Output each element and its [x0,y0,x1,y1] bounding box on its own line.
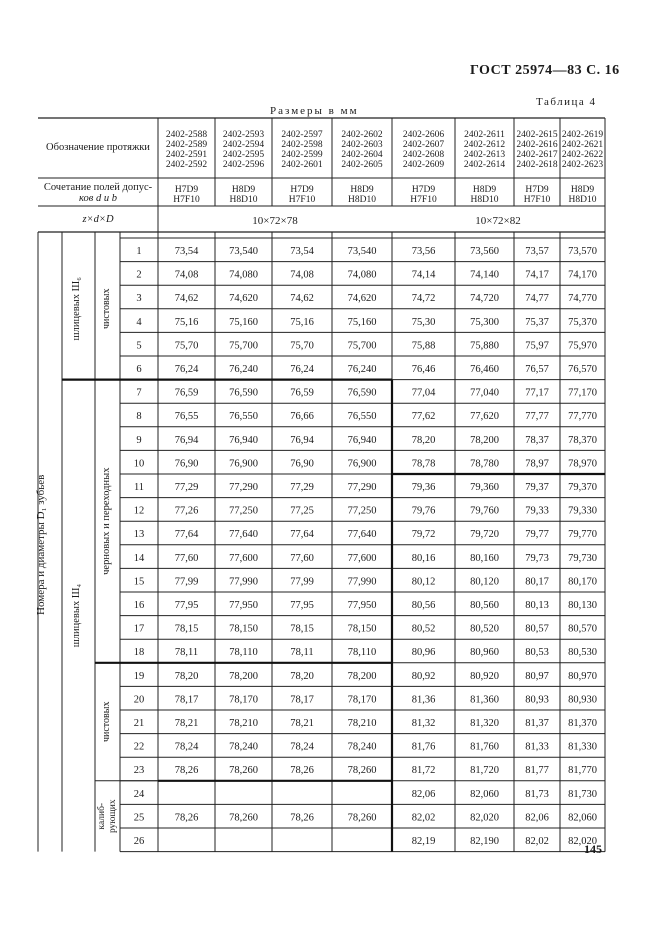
table-cell: 75,37 [525,316,549,328]
table-cell: 82,19 [411,836,436,848]
row-number: 2 [136,269,142,281]
table-cell: 76,94 [290,434,314,446]
table-cell: 77,600 [229,552,258,564]
row-number: 12 [133,505,145,517]
table-cell: 81,37 [525,718,549,730]
table-cell: 81,370 [568,718,597,730]
tool-code: 2402-2595 [222,150,265,160]
tool-code: 2402-2613 [463,150,506,160]
table-cell: 77,77 [525,411,549,423]
table-cell: 77,250 [229,505,258,517]
table-cell: 78,11 [174,647,199,659]
tolerance-value: H8D9 [472,185,497,195]
table-cell: 78,78 [411,458,436,470]
table-cell: 78,11 [290,647,314,659]
table-cell: 78,20 [411,434,436,446]
table-cell: 79,76 [411,505,436,517]
table-cell: 77,95 [290,600,314,612]
tool-code: 2402-2598 [281,140,323,150]
tool-code: 2402-2608 [402,150,445,160]
tolerance-value: H8D10 [348,195,376,205]
table-cell: 75,700 [347,340,377,352]
table-cell: 82,190 [470,836,499,848]
tolerance-value: H7D9 [290,185,314,195]
table-cell: 75,70 [290,340,314,352]
table-cell: 81,77 [525,765,549,777]
table-cell: 77,170 [568,387,597,399]
table-cell: 76,24 [290,364,314,376]
table-cell: 73,56 [411,246,436,258]
tool-code: 2402-2596 [222,160,265,170]
table-cell: 74,140 [470,269,499,281]
table-cell: 78,150 [229,623,258,635]
table-cell: 74,620 [229,293,258,305]
table-cell: 80,92 [411,670,436,682]
table-cell: 74,08 [174,269,199,281]
table-cell: 79,760 [470,505,499,517]
tool-code: 2402-2604 [341,150,383,160]
table-cell: 80,170 [568,576,597,588]
tolerance-value: H8D9 [570,185,595,195]
row-number: 16 [133,600,145,612]
table-cell: 80,12 [411,576,436,588]
numbers-label: Номера и диаметры D₁ зубьев [35,474,47,615]
table-cell: 77,250 [347,505,377,517]
table-cell: 74,08 [290,269,314,281]
table-cell: 78,200 [347,670,377,682]
table-cell: 79,730 [568,552,597,564]
table-cell: 80,960 [470,647,499,659]
table-cell: 77,990 [347,576,377,588]
tool-code: 2402-2589 [165,140,208,150]
table-cell: 81,730 [568,788,597,800]
table-cell: 75,16 [290,316,314,328]
table-cell: 76,550 [347,411,377,423]
table-cell: 82,06 [411,788,436,800]
table-cell: 81,320 [470,718,499,730]
table-cell: 79,720 [470,529,499,541]
table-cell: 74,62 [290,293,314,305]
table-cell: 80,17 [525,576,549,588]
row-number: 7 [136,387,142,399]
table-cell: 78,21 [174,718,199,730]
table-cell: 79,770 [568,529,597,541]
table-cell: 78,26 [174,812,199,824]
table-cell: 77,25 [290,505,314,517]
table-cell: 77,17 [525,387,549,399]
tool-code: 2402-2599 [281,150,323,160]
tool-code: 2402-2621 [561,140,604,150]
table-cell: 82,02 [411,812,436,824]
table-cell: 80,56 [411,600,436,612]
table-cell: 76,94 [174,434,199,446]
table-cell: 78,26 [290,812,314,824]
table-cell: 73,54 [290,246,314,258]
tolerance-value: H8D9 [350,185,374,195]
table-cell: 78,15 [174,623,199,635]
tool-code: 2402-2593 [222,130,265,140]
table-cell: 80,120 [470,576,499,588]
table-cell: 76,460 [470,364,499,376]
row-number: 18 [133,647,145,659]
row-number: 3 [136,293,142,305]
table-cell: 74,77 [525,293,549,305]
table-cell: 80,970 [568,670,597,682]
table-cell: 78,26 [290,765,314,777]
tolerance-value: H8D10 [229,195,258,205]
table-cell: 81,36 [411,694,436,706]
tolerance-value: H7D9 [411,185,436,195]
table-cell: 76,900 [229,458,258,470]
table-cell: 80,520 [470,623,499,635]
row-number: 23 [133,765,145,777]
tolerance-value: H7F10 [410,195,437,205]
table-cell: 74,770 [568,293,597,305]
table-cell: 74,080 [229,269,258,281]
table-cell: 77,60 [290,552,314,564]
table-cell: 74,080 [347,269,377,281]
row-number: 19 [133,670,145,682]
table-cell: 76,570 [568,364,597,376]
row-number: 4 [136,316,142,328]
row-number: 13 [133,529,145,541]
table-cell: 77,640 [347,529,377,541]
tool-code: 2402-2611 [464,130,505,140]
table-cell: 74,72 [411,293,436,305]
table-cell: 78,110 [347,647,377,659]
table-cell: 80,57 [525,623,549,635]
row-number: 24 [133,788,145,800]
dimensions-note: Размеры в мм [270,105,359,117]
row-number: 11 [133,482,145,494]
table-cell: 76,940 [347,434,377,446]
table-cell: 75,700 [229,340,258,352]
table-cell: 82,060 [470,788,499,800]
table-cell: 81,76 [411,741,436,753]
table-cell: 76,46 [411,364,436,376]
table-cell: 78,200 [470,434,499,446]
table-cell: 78,260 [347,765,377,777]
table-cell: 78,200 [229,670,258,682]
table-cell: 74,62 [174,293,199,305]
group-label: калиб- [97,802,107,830]
table-cell: 81,330 [568,741,597,753]
table-cell: 78,97 [525,458,549,470]
tolerance-value: H7F10 [288,195,316,205]
group-label: рующих [108,799,118,834]
table-cell: 78,210 [229,718,258,730]
tolerance-label: Сочетание полей допус- [43,182,153,193]
row-number: 8 [136,411,142,423]
table-cell: 75,88 [411,340,436,352]
table-cell: 80,97 [525,670,549,682]
table-cell: 79,370 [568,482,597,494]
table-cell: 82,02 [525,836,549,848]
tolerance-value: H8D10 [470,195,499,205]
table-cell: 81,32 [411,718,436,730]
tool-code: 2402-2609 [402,160,445,170]
table-cell: 80,930 [568,694,597,706]
table-cell: 77,95 [174,600,199,612]
table-cell: 80,560 [470,600,499,612]
table-cell: 79,330 [568,505,597,517]
tool-code: 2402-2601 [281,160,323,170]
table-cell: 73,560 [470,246,499,258]
row-number: 17 [133,623,145,635]
table-cell: 75,970 [568,340,597,352]
tolerance-value: H7F10 [173,195,200,205]
table-cell: 82,06 [525,812,549,824]
tool-code: 2402-2619 [561,130,604,140]
row-number: 25 [133,812,145,824]
tolerance-value: H8D9 [231,185,256,195]
tool-code: 2402-2603 [341,140,383,150]
table-number: Таблица 4 [536,96,597,108]
table-cell: 78,21 [290,718,314,730]
table-cell: 76,900 [347,458,377,470]
table-cell: 80,920 [470,670,499,682]
table-cell: 80,52 [411,623,436,635]
table-cell: 73,540 [347,246,377,258]
tool-code: 2402-2607 [402,140,445,150]
table-cell: 78,260 [229,812,258,824]
table-cell: 76,66 [290,411,314,423]
table-cell: 77,290 [347,482,377,494]
table-cell: 80,130 [568,600,597,612]
table-cell: 78,17 [174,694,199,706]
table-cell: 74,720 [470,293,499,305]
tool-code: 2402-2617 [516,150,558,160]
table-cell: 75,30 [411,316,436,328]
tolerance-value: H7F10 [523,195,551,205]
table-cell: 77,99 [174,576,199,588]
table-cell: 76,240 [347,364,377,376]
table-cell: 77,770 [568,411,597,423]
table-cell: 75,300 [470,316,499,328]
table-cell: 78,170 [347,694,377,706]
tool-code: 2402-2616 [516,140,558,150]
row-number: 10 [133,458,145,470]
table-cell: 79,36 [411,482,436,494]
row-number: 20 [133,694,145,706]
table-cell: 78,210 [347,718,377,730]
table-cell: 78,37 [525,434,549,446]
table-cell: 78,260 [347,812,377,824]
table-cell: 76,240 [229,364,258,376]
table-cell: 81,770 [568,765,597,777]
tool-code: 2402-2597 [281,130,323,140]
table-cell: 77,600 [347,552,377,564]
table-cell: 80,160 [470,552,499,564]
table-cell: 75,370 [568,316,597,328]
table-cell: 80,530 [568,647,597,659]
table-cell: 75,16 [174,316,199,328]
table-cell: 81,720 [470,765,499,777]
table-cell: 77,29 [174,482,199,494]
table-cell: 80,16 [411,552,436,564]
table-cell: 74,17 [525,269,549,281]
tool-code: 2402-2606 [402,130,445,140]
table-cell: 77,99 [290,576,314,588]
table-cell: 76,55 [174,411,199,423]
table-cell: 78,20 [290,670,314,682]
tool-code: 2402-2605 [341,160,383,170]
table-cell: 78,110 [229,647,258,659]
table-cell: 76,590 [229,387,258,399]
group-label: чистовых [101,288,112,330]
group-label: чистовых [101,701,112,743]
table-cell: 78,24 [174,741,199,753]
table-cell: 76,24 [174,364,199,376]
table-cell: 76,90 [290,458,314,470]
table-cell: 78,17 [290,694,314,706]
table-cell: 76,59 [290,387,314,399]
tool-code: 2402-2615 [516,130,558,140]
table-cell: 77,60 [174,552,199,564]
table-cell: 79,37 [525,482,549,494]
group-label: шлицевых Ш₆ [71,277,82,341]
table-cell: 80,570 [568,623,597,635]
tool-code: 2402-2591 [165,150,208,160]
table-cell: 78,170 [229,694,258,706]
tool-code: 2402-2588 [165,130,208,140]
table-cell: 78,780 [470,458,499,470]
table-cell: 77,290 [229,482,258,494]
table-cell: 75,160 [347,316,377,328]
table-cell: 76,59 [174,387,199,399]
table-cell: 77,64 [290,529,314,541]
table-cell: 80,93 [525,694,549,706]
table-cell: 73,570 [568,246,597,258]
table-cell: 73,54 [174,246,199,258]
page-number: 145 [584,842,602,856]
table-cell: 77,990 [229,576,258,588]
row-number: 1 [136,246,142,258]
table-cell: 78,970 [568,458,597,470]
table-cell: 81,72 [411,765,436,777]
table-cell: 77,640 [229,529,258,541]
row-number: 9 [136,434,142,446]
row-number: 26 [133,836,145,848]
table-cell: 77,62 [411,411,436,423]
row-number: 22 [133,741,145,753]
tool-code: 2402-2594 [222,140,265,150]
tolerance-label: ков d и b [79,193,117,204]
table-cell: 76,940 [229,434,258,446]
table-cell: 76,57 [525,364,549,376]
row-number: 5 [136,340,142,352]
tool-code: 2402-2614 [463,160,506,170]
table-cell: 76,550 [229,411,258,423]
zdd-label: z×d×D [82,214,114,225]
document-header: ГОСТ 25974—83 С. 16 [470,63,620,78]
zdd-value: 10×72×82 [475,215,521,227]
table-cell: 81,33 [525,741,549,753]
table-cell: 79,72 [411,529,436,541]
table-cell: 78,260 [229,765,258,777]
zdd-value: 10×72×78 [252,215,298,227]
table-cell: 82,060 [568,812,597,824]
group-label: шлицевых Ш₄ [71,583,82,648]
table-cell: 79,360 [470,482,499,494]
table-cell: 77,950 [347,600,377,612]
row-number: 15 [133,576,145,588]
tolerance-value: H8D10 [568,195,597,205]
table-cell: 81,73 [525,788,549,800]
table-cell: 81,760 [470,741,499,753]
table-cell: 78,26 [174,765,199,777]
table-cell: 80,53 [525,647,549,659]
table-cell: 80,13 [525,600,549,612]
table-cell: 77,040 [470,387,499,399]
table-cell: 77,950 [229,600,258,612]
tool-code: 2402-2602 [341,130,383,140]
table-cell: 78,240 [347,741,377,753]
table-cell: 75,70 [174,340,199,352]
table-cell: 74,14 [411,269,436,281]
row-number: 6 [136,364,142,376]
table-cell: 78,15 [290,623,314,635]
tolerance-value: H7D9 [174,185,199,195]
table-cell: 76,90 [174,458,199,470]
table-cell: 77,26 [174,505,199,517]
tool-code: 2402-2623 [561,160,604,170]
tool-code: 2402-2612 [463,140,506,150]
table-cell: 76,590 [347,387,377,399]
table-cell: 79,33 [525,505,549,517]
group-label: черновых и переходных [101,467,112,575]
table-cell: 74,620 [347,293,377,305]
tolerance-value: H7D9 [525,185,549,195]
table-cell: 75,880 [470,340,499,352]
row-number: 14 [133,552,145,564]
table-cell: 80,96 [411,647,436,659]
table-cell: 75,160 [229,316,258,328]
table-cell: 74,170 [568,269,597,281]
table-cell: 78,150 [347,623,377,635]
table-cell: 78,240 [229,741,258,753]
table-cell: 73,57 [525,246,549,258]
table-cell: 79,77 [525,529,549,541]
designation-label: Обозначение протяжки [46,142,150,153]
table-cell: 77,04 [411,387,436,399]
table-cell: 77,64 [174,529,199,541]
table-cell: 79,73 [525,552,549,564]
table-cell: 77,29 [290,482,314,494]
table-cell: 82,020 [470,812,499,824]
table-cell: 77,620 [470,411,499,423]
table-cell: 73,540 [229,246,258,258]
table-cell: 78,24 [290,741,314,753]
row-number: 21 [133,718,145,730]
table-cell: 81,360 [470,694,499,706]
tool-code: 2402-2592 [165,160,208,170]
table-cell: 78,370 [568,434,597,446]
table-cell: 75,97 [525,340,549,352]
table-cell: 82,020 [568,836,597,848]
table-cell: 78,20 [174,670,199,682]
tool-code: 2402-2622 [561,150,604,160]
tool-code: 2402-2618 [516,160,558,170]
